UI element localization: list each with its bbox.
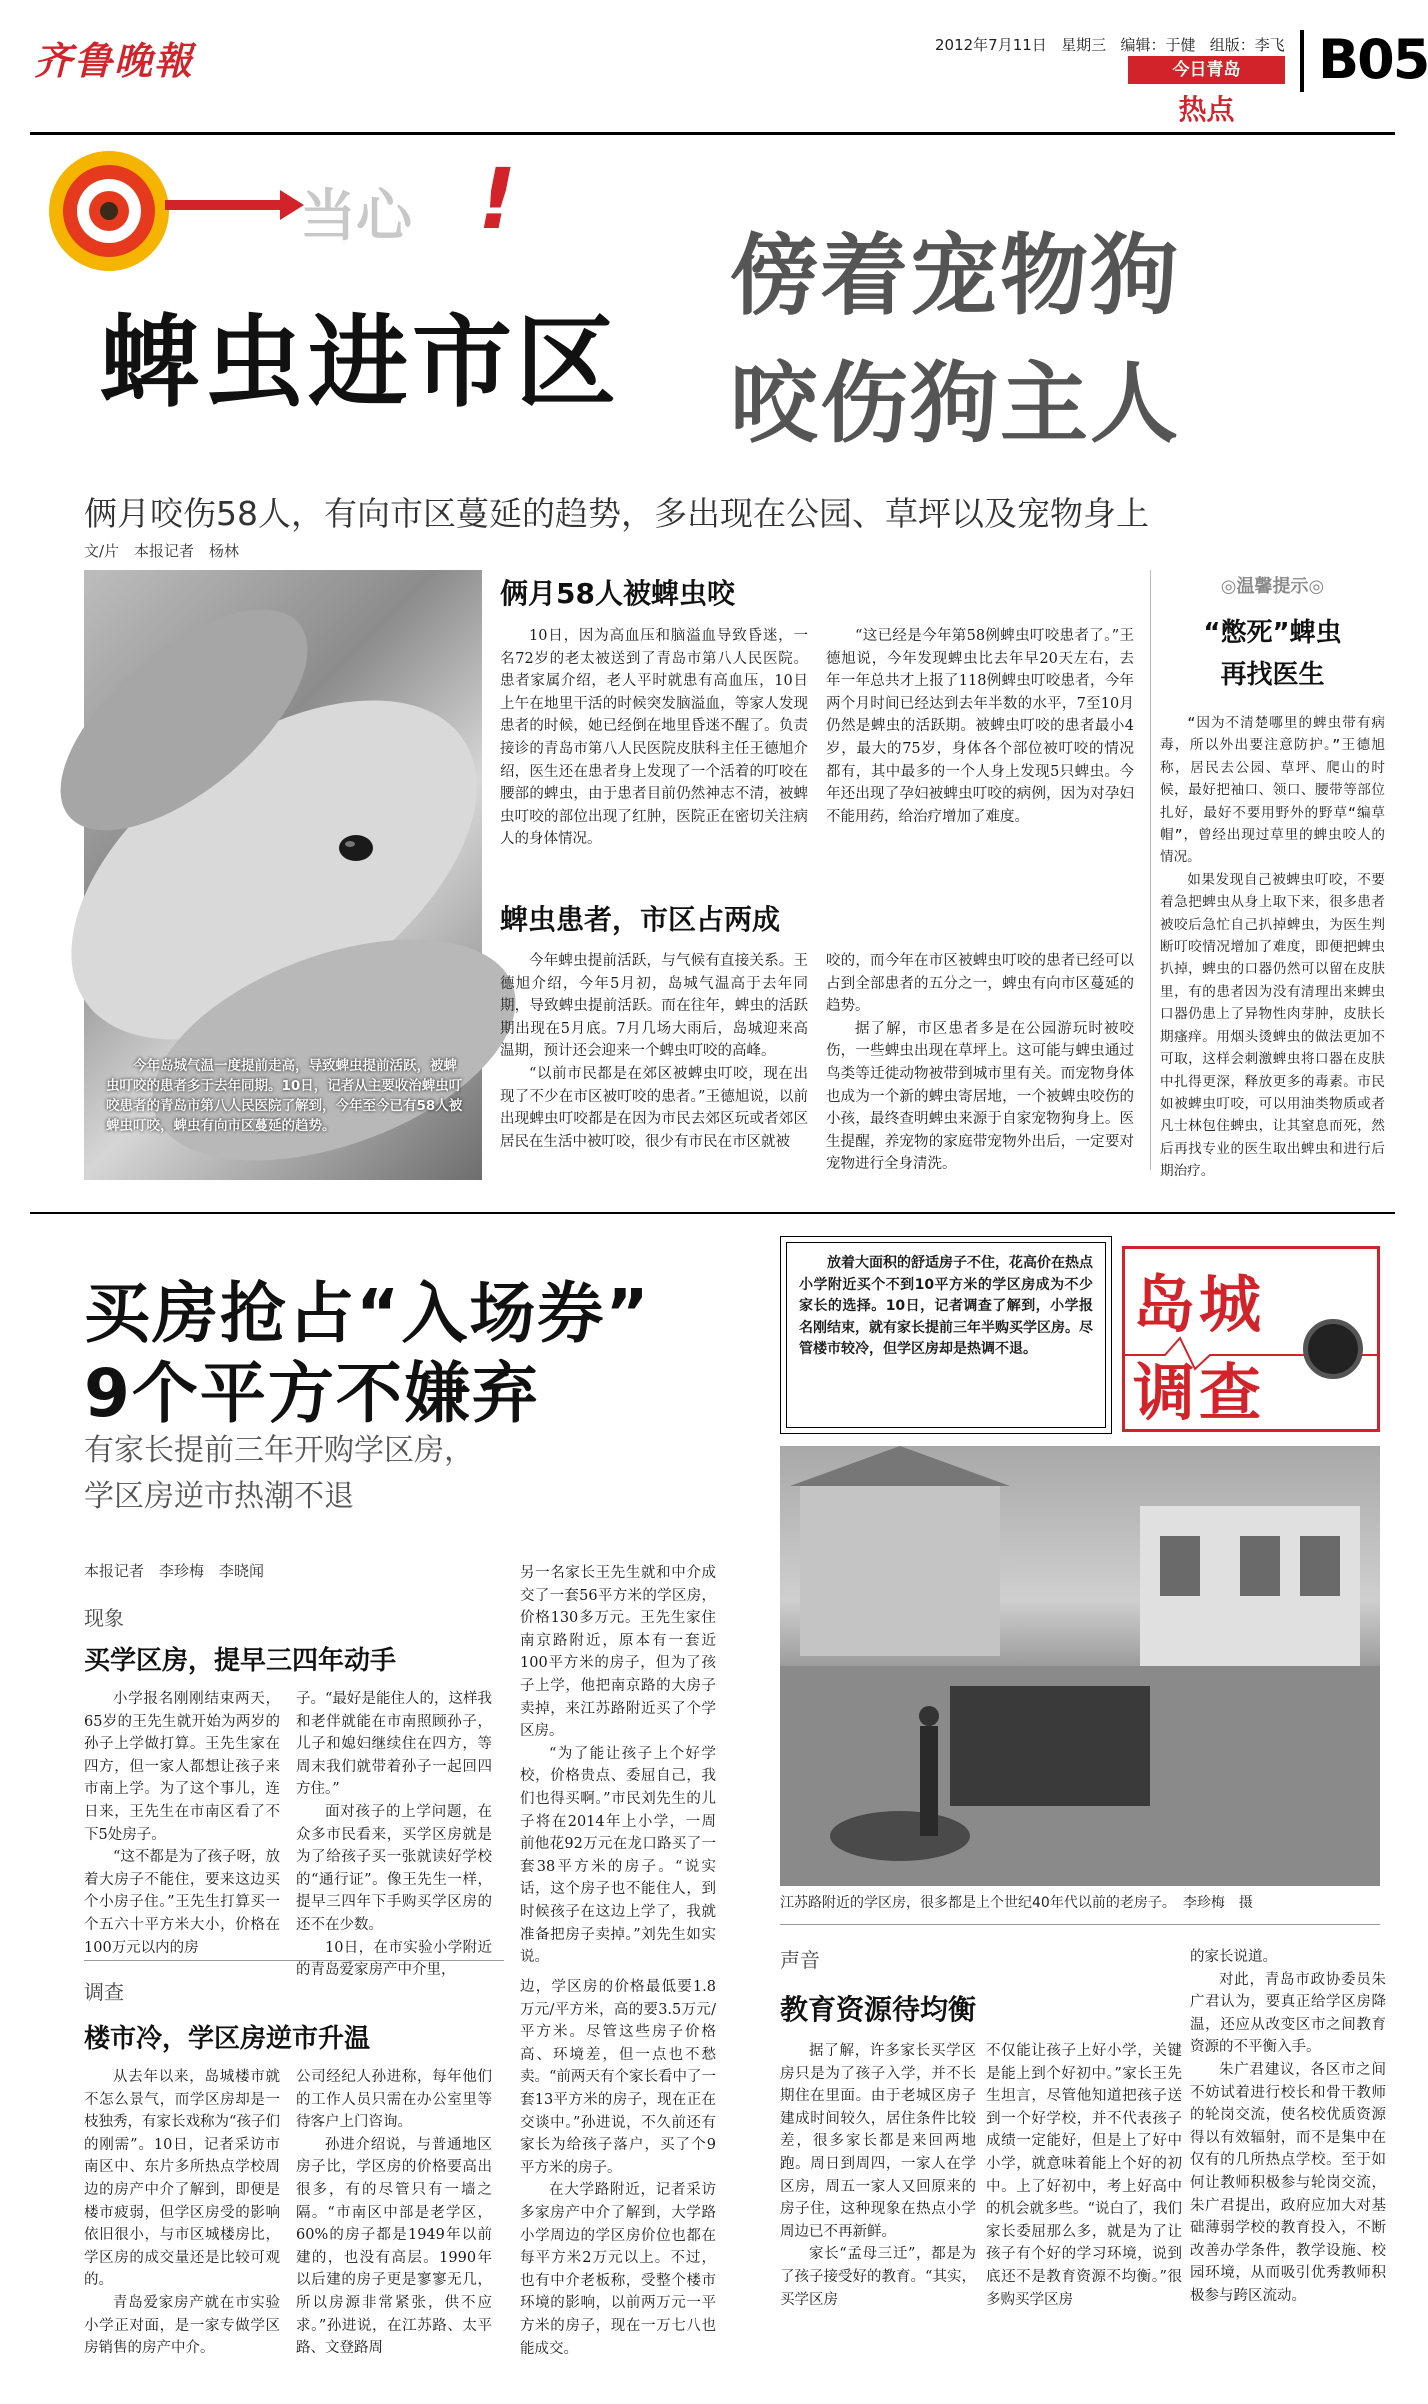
paragraph: 10日，在市实验小学附近的青岛爱家房产中介里， (296, 1939, 492, 1979)
intro-text: 放着大面积的舒适房子不住，花高价在热点小学附近买个不到10平方米的学区房成为不少家长的选择。10日，记者调查了解到，小学报名刚结束，就有家长提前三年半购买学区房。尽管楼市较冷，但学区房却是热调不退。 (799, 1255, 1093, 1357)
school-district-house-photo (780, 1446, 1380, 1886)
paragraph: 咬的，而今年在市区被蜱虫叮咬的患者已经可以占到全部患者的五分之一，蜱虫有向市区蔓延的趋势。 (826, 953, 1134, 1015)
paragraph: 据了解，许多家长买学区房只是为了孩子入学，并不长期住在里面。由于老城区房子建成时间较久，居住条件比较差，很多家长都是来回两地跑。周日到周四，一家人在学区房，周五一家人又回原来的房子住，这种现象在热点小学周边已不再新鲜。 (780, 2043, 976, 2240)
paragraph: “这不都是为了孩子呀，放着大房子不能住，要来这边买个小房子住。”王先生打算买一个五六十平方米大小，价格在100万元以内的房 (84, 1849, 280, 1956)
header-vertical-rule (1300, 30, 1304, 92)
paragraph: 据了解，市区患者多是在公园游玩时被咬伤，一些蜱虫出现在草坪上。这可能与蜱虫通过鸟类等迁徙动物被带到城市里有关。而宠物身体也成为一个新的蜱虫寄居地，一个被蜱虫咬伤的小孩，最终查明蜱虫来源于自家宠物狗身上。医生提醒，养宠物的家庭带宠物外出后，一定要对宠物进行全身清洗。 (826, 1020, 1134, 1173)
paragraph: 10日，因为高血压和脑溢血导致昏迷，一名72岁的老太被送到了青岛市第八人民医院。患者家属介绍，老人平时就患有高血压，10日上午在地里干活的时候突发脑溢血，等家人发现患者的时候，她已经倒在地里昏迷不醒了。负责接诊的青岛市第八人民医院皮肤科主任王德旭介绍，医生还在患者身上发现了一个活着的叮咬在腰部的蜱虫，由于患者目前仍然神志不清，被蜱虫叮咬的部位出现了红肿，医院正在密切关注病人的身体情况。 (500, 628, 808, 848)
section-tag-investigation: 调查 (84, 1980, 124, 2004)
story1-title: 蜱虫进市区 (100, 304, 620, 421)
story1-deck: 俩月咬伤58人，有向市区蔓延的趋势，多出现在公园、草坪以及宠物身上 (84, 494, 1149, 533)
target-graphic (44, 146, 174, 276)
paragraph: 公司经纪人孙进称，每年他们的工作人员只需在办公室里等待客户上门咨询。 (296, 2069, 492, 2131)
story2-text-block (780, 2040, 976, 2311)
paragraph: “这已经是今年第58例蜱虫叮咬患者了。”王德旭说，今年发现蜱虫比去年早20天左右，去年一年总共才上报了118例蜱虫叮咬患者，今年两个月时间已经达到去年半数的水平，7至10月仍然是蜱虫的活跃期。被蜱虫叮咬的患者最小4岁，最大的75岁，身体各个部位被叮咬的情况都有，其中最多的一个人身上发现5只蜱虫。今年还出现了孕妇被蜱虫叮咬的病例，因为对孕妇不能用药，给治疗增加了难度。 (826, 628, 1134, 825)
section-title-voice: 教育资源待均衡 (780, 1993, 977, 2026)
tips-label: ◎温馨提示◎ (1220, 576, 1325, 597)
paragraph: 如果发现自己被蜱虫叮咬，不要着急把蜱虫从身上取下来，很多患者被咬后急忙自己扒掉蜱虫，为医生判断叮咬情况增加了难度，即便把蜱虫扒掉，蜱虫的口器仍然可以留在皮肤里，有的患者因为没有清理出来蜱虫口器仍患上了异物性肉芽肿，皮肤长期瘙痒。用烟头烫蜱虫的做法更加不可取，这样会刺激蜱虫将口器在皮肤中扎得更深，释放更多的毒素。市民如被蜱虫叮咬，可以用油类物质或者凡士林包住蜱虫，让其窒息而死，然后再找专业的医生取出蜱虫和进行后期治疗。 (1160, 871, 1385, 1180)
issue-weekday: 星期三 (1061, 36, 1107, 54)
story1-text-block (826, 950, 1134, 1176)
paragraph: 青岛爱家房产就在市实验小学正对面，是一家专做学区房销售的房产中介。 (84, 2294, 280, 2357)
story2-text-block (520, 1976, 716, 2360)
story2-text-block (84, 1688, 280, 1959)
house-photo-caption: 江苏路附近的学区房，很多都是上个世纪40年代以前的老房子。 李珍梅 摄 (780, 1895, 1253, 1911)
section-label: 今日青岛 (1128, 56, 1285, 84)
story2-deck-line: 有家长提前三年开购学区房， (84, 1433, 474, 1468)
intro-box (780, 1236, 1112, 1434)
paragraph: 家长“孟母三迁”，都是为了孩子接受好的教育。“其实，买学区房 (780, 2246, 976, 2308)
issue-date: 2012年7月11日 (935, 36, 1047, 54)
story2-text-block (1190, 1946, 1386, 2308)
paragraph: 子。“最好是能住人的，这样我和老伴就能在市南照顾孙子，儿子和媳妇继续住在四方，等周末我们就带着孙子一起回四方住。” (296, 1691, 492, 1798)
section-title-phenomenon: 买学区房，提早三四年动手 (84, 1646, 397, 1676)
story1-text-block (500, 950, 808, 1153)
story2-deck (84, 1428, 474, 1520)
subsection-label: 热点 (1178, 93, 1235, 126)
badge-line: 岛城 (1133, 1268, 1266, 1341)
paragraph: 不仅能让孩子上好小学，关键是能上到个好初中。”家长王先生坦言，尽管他知道把孩子送到一个好学校，并不代表孩子成绩一定能好，但是上了好中小学，就意味着能上个好的初中。上了好初中，考上好高中的机会就多些。“说白了，我们家长委屈那么多，就是为了让孩子有个好的学习环境，说到底还不是教育资源不均衡。”很多购买学区房 (986, 2043, 1182, 2308)
paragraph: 边，学区房的价格最低要1.8万元/平方米，高的要3.5万元/平方米。尽管这些房子价格高、环境差，但一点也不愁卖。“前两天有个家长看中了一套13平方米的房子，现在正在交谈中。”孙进说，不久前还有家长为给孩子落户，买了个9平方米的房子。 (520, 1979, 716, 2176)
badge-line: 调查 (1133, 1356, 1266, 1429)
header-info (935, 34, 1285, 55)
section-tag-phenomenon: 现象 (84, 1606, 124, 1630)
section-title-investigation: 楼市冷，学区房逆市升温 (84, 2024, 371, 2054)
paragraph: 朱广君建议，各区市之间不妨试着进行校长和骨干教师的轮岗交流，使名校优质资源得以有效辐射，而不是集中在仅有的几所热点学校。至于如何让教师积极参与轮岗交流，朱广君提出，政府应加大对基础薄弱学校的教育投入，不断改善办学条件，教学设施、校园环境，从而吸引优秀教师积极参与跨区流动。 (1190, 2061, 1386, 2304)
page-number: B05 (1318, 28, 1428, 91)
story1-text-block (826, 625, 1134, 828)
section-tag-voice: 声音 (780, 1948, 820, 1972)
photo-caption: 今年岛城气温一度提前走高，导致蜱虫提前活跃，被蜱虫叮咬的患者多于去年同期。10日，记者从主要收治蜱虫叮咬患者的青岛市第八人民医院了解到，今年至今已有58人被蜱虫叮咬，蜱虫有向市区蔓延的趋势。 (106, 1058, 463, 1134)
paragraph: 另一名家长王先生就和中介成交了一套56平方米的学区房，价格130多万元。王先生家住南京路附近，原本有一套近100平方米的房子，但为了孩子上学，他把南京路的大房子卖掉，来江苏路附近买了个学区房。 (520, 1565, 716, 1740)
editor-credit: 编辑：于健 (1120, 36, 1196, 54)
tips-title-line: 再找医生 (1220, 660, 1325, 690)
designer-credit: 组版：李飞 (1209, 36, 1285, 54)
story1-subhead-1: 俩月58人被蜱虫咬 (500, 577, 735, 610)
paragraph: 的家长说道。 (1190, 1949, 1277, 1965)
tips-text-block (1160, 712, 1385, 1183)
story1-title-right-1: 傍着宠物狗 (730, 224, 1181, 327)
tick-bite-photo (84, 570, 482, 1180)
story2-title-1: 买房抢占“入场券” (84, 1275, 651, 1352)
story2-text-block (520, 1562, 716, 1969)
intro-box-inner (786, 1242, 1106, 1428)
story1-text-block (500, 625, 808, 851)
paragraph: 面对孩子的上学问题，在众多市民看来，买学区房就是为了给孩子买一张就读好学校的“通行证”。像王先生一样，提早三四年下手购买学区房的还不在少数。 (296, 1803, 492, 1933)
exclamation-icon: ! (478, 150, 517, 248)
masthead-logo: 齐鲁晚報 (34, 38, 195, 83)
paragraph: “为了能让孩子上个好学校，价格贵点、委屈自己，我们也得买啊。”市民刘先生的儿子将在2014年上小学，一周前他花92万元在龙口路买了一套38平方米的房子。“说实话，这个房子也不能住人，到时候孩子在这边上学了，我就准备把房子卖掉。”刘先生如实说。 (520, 1745, 716, 1966)
story2-byline: 本报记者 李珍梅 李晓闻 (84, 1562, 265, 1580)
paragraph: 在大学路附近，记者采访多家房产中介了解到，大学路小学周边的学区房价位也都在每平方米2万元以上。不过，也有中介老板称，受整个楼市环境的影响，以前两万元一平方米的房子，现在一万七八也能成交。 (520, 2182, 716, 2357)
story1-title-right-2: 咬伤狗主人 (730, 352, 1181, 455)
story1-subhead-2: 蜱虫患者，市区占两成 (500, 903, 781, 936)
tips-title-line: “憋死”蜱虫 (1203, 618, 1342, 648)
paragraph: 对此，青岛市政协委员朱广君认为，要真正给学区房降温，还应从改变区市之间教育资源的不平衡入手。 (1190, 1971, 1386, 2056)
paragraph: 小学报名刚刚结束两天，65岁的王先生就开始为两岁的孙子上学做打算。王先生家在四方，但一家人都想让孩子来市南上学。为了这个事儿，连日来，王先生在市南区看了不下5处房子。 (84, 1691, 280, 1843)
story2-text-block (986, 2040, 1182, 2311)
story2-text-block (296, 1688, 492, 1982)
story2-deck-line: 学区房逆市热潮不退 (84, 1479, 354, 1514)
story2-text-block (84, 2066, 280, 2360)
paragraph: “以前市民都是在郊区被蜱虫叮咬，现在出现了不少在市区被叮咬的患者。”王德旭说，以前出现蜱虫叮咬都是在因为市民去郊区玩或者郊区居民在生活中被叮咬，很少有市民在市区就被 (500, 1065, 808, 1150)
paragraph: “因为不清楚哪里的蜱虫带有病毒，所以外出要注意防护。”王德旭称，居民去公园、草坪、爬山的时候，最好把袖口、领口、腰带等部位扎好，最好不要用野外的野草“编草帽”，曾经出现过草里的蜱虫咬人的情况。 (1160, 715, 1385, 866)
story2-title-2: 9个平方不嫌弃 (84, 1355, 540, 1432)
paragraph: 孙进介绍说，与普通地区房子比，学区房的价格要高出很多，有的尽管只有一墙之隔。“市南区中部是老学区，60%的房子都是1949年以前建的，也没有高层。1990年以后建的房子更是寥寥无几，所以房源非常紧张，供不应求。”孙进说，在江苏路、太平路、文登路周 (296, 2136, 492, 2357)
paragraph: 从去年以来，岛城楼市就不怎么景气，而学区房却是一枝独秀，有家长戏称为“孩子们的刚需”。10日，记者采访市南区中、东片多所热点学校周边的房产中介了解到，即便是楼市疲弱，但学区房受的影响依旧很小，与市区城楼房比，学区房的成交量还是比较可观的。 (84, 2069, 280, 2289)
arrow-line (165, 200, 285, 210)
header-rule (30, 132, 1395, 135)
sidebar-divider (1150, 570, 1151, 1170)
tips-title (1160, 612, 1385, 696)
badge-island-survey (1122, 1246, 1380, 1432)
camera-lens-icon (1303, 1319, 1363, 1379)
caption-rule (780, 1924, 1380, 1925)
kicker: 当心 (300, 184, 412, 249)
section-rule (84, 1960, 504, 1961)
story-divider (30, 1212, 1395, 1214)
story2-text-block (296, 2066, 492, 2360)
story1-byline: 文/片 本报记者 杨林 (84, 542, 240, 560)
paragraph: 今年蜱虫提前活跃，与气候有直接关系。王德旭介绍，今年5月初，岛城气温高于去年同期，导致蜱虫提前活跃。而在往年，蜱虫的活跃期出现在5月底。7月几场大雨后，岛城迎来高温期，预计还会迎来一个蜱虫叮咬的高峰。 (500, 953, 808, 1060)
